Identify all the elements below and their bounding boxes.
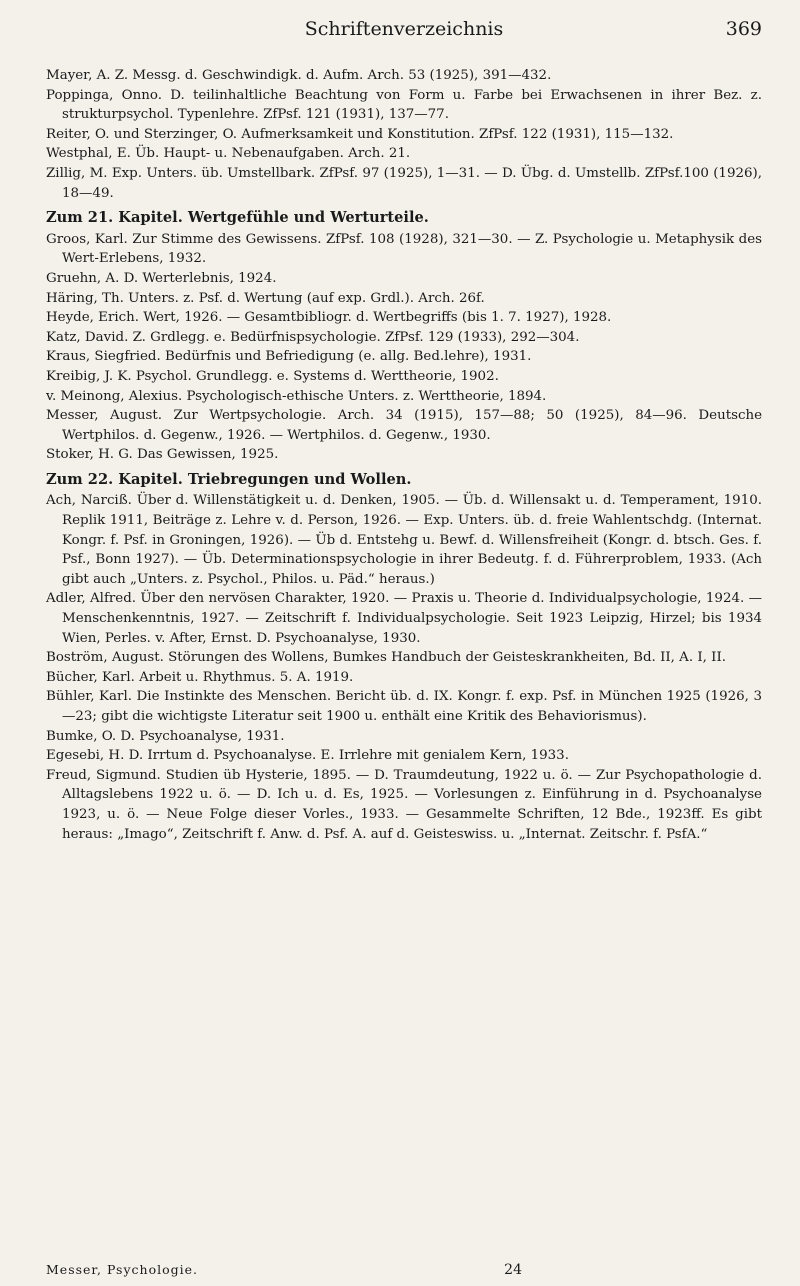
- bibliography-entry: Bühler, Karl. Die Instinkte des Menschen. Bericht üb. d. IX. Kongr. f. exp. Psf. in München 1925 (1926, 3—23; gibt die wichtigste Literatur seit 1900 u. enthält eine Kritik des Behaviorismus).: [46, 689, 762, 724]
- bibliography-entry: Häring, Th. Unters. z. Psf. d. Wertung (auf exp. Grdl.). Arch. 26f.: [46, 290, 485, 306]
- bibliography-entry: Adler, Alfred. Über den nervösen Charakter, 1920. — Praxis u. Theorie d. Individualpsychologie, 1924. — Menschenkenntnis, 1927. — Zeitschrift f. Individualpsychologie. Seit 1923 Leipzig, Hirzel; bis 1934 Wien, Perles. v. After, Ernst. D. Psychoanalyse, 1930.: [46, 591, 762, 646]
- bibliography-entry: Messer, August. Zur Wertpsychologie. Arch. 34 (1915), 157—88; 50 (1925), 84—96. Deutsche Wertphilos. d. Gegenw., 1926. — Wertphilos. d. Gegenw., 1930.: [46, 408, 762, 443]
- bibliography-entry: Freud, Sigmund. Studien üb Hysterie, 1895. — D. Traumdeutung, 1922 u. ö. — Zur Psychopathologie d. Alltagslebens 1922 u. ö. — D. Ich u. d. Es, 1925. — Vorlesungen z. Einführung in d. Psychoanalyse 1923, u. ö. — Neue Folge dieser Vorles., 1933. — Gesammelte Schriften, 12 Bde., 1923ff. Es gibt heraus: „Imago“, Zeitschrift f. Anw. d. Psf. A. auf d. Geisteswiss. u. „Internat. Zeitschr. f. PsfA.“: [46, 767, 762, 842]
- bibliography-entry: Kraus, Siegfried. Bedürfnis und Befriedigung (e. allg. Bed.lehre), 1931.: [46, 349, 532, 365]
- bibliography-entry: Gruehn, A. D. Werterlebnis, 1924.: [46, 270, 277, 286]
- chapter-heading-22: Zum 22. Kapitel. Triebregungen und Wollen.: [46, 470, 412, 488]
- bibliography-entry: Westphal, E. Üb. Haupt- u. Nebenaufgaben. Arch. 21.: [46, 146, 411, 162]
- bibliography-entry: Zillig, M. Exp. Unters. üb. Umstellbark. ZfPsf. 97 (1925), 1—31. — D. Übg. d. Umstellb. ZfPsf.100 (1926), 18—49.: [46, 165, 762, 201]
- page-title: Schriftenverzeichnis: [304, 18, 504, 40]
- bibliography-entry: Mayer, A. Z. Messg. d. Geschwindigk. d. Aufm. Arch. 53 (1925), 391—432.: [46, 68, 552, 83]
- bibliography-entry: Ach, Narciß. Über d. Willenstätigkeit u. d. Denken, 1905. — Üb. d. Willensakt u. d. Temperament, 1910. Replik 1911, Beiträge z. Lehre v. d. Person, 1926. — Exp. Unters. üb. d. freie Wahlentschdg. (Internat. Kongr. f. Psf. in Groningen, 1926). — Üb d. Entstehg u. Bewf. d. Willensfreiheit (Kongr. d. btsch. Ges. f. Psf., Bonn 1927). — Üb. Determinationspsychologie in ihrer Bedeutg. f. d. Führerproblem, 1933. (Ach gibt auch „Unters. z. Psychol., Philos. u. Päd.“ heraus.): [46, 493, 762, 587]
- running-head: [46, 18, 762, 66]
- sheet-number: 24: [504, 1262, 522, 1278]
- bibliography-entry: Kreibig, J. K. Psychol. Grundlegg. e. Systems d. Werttheorie, 1902.: [46, 368, 499, 384]
- entries-block-b: [46, 230, 762, 465]
- bibliography-entry: Boström, August. Störungen des Wollens, Bumkes Handbuch der Geisteskrankheiten, Bd. II, A. I, II.: [46, 650, 726, 666]
- entries-block-a: [46, 66, 762, 203]
- page-footer: [46, 1262, 762, 1278]
- bibliography-entry: Egesebi, H. D. Irrtum d. Psychoanalyse. E. Irrlehre mit genialem Kern, 1933.: [46, 748, 569, 764]
- bibliography-entry: Groos, Karl. Zur Stimme des Gewissens. ZfPsf. 108 (1928), 321—30. — Z. Psychologie u. Metaphysik des Wert-Erlebens, 1932.: [46, 231, 762, 267]
- bibliography-entry: Bumke, O. D. Psychoanalyse, 1931.: [46, 728, 285, 744]
- bibliography-entry: Heyde, Erich. Wert, 1926. — Gesamtbibliogr. d. Wertbegriffs (bis 1. 7. 1927), 1928.: [46, 310, 612, 326]
- page-number: 369: [725, 18, 762, 40]
- bibliography-entry: Bücher, Karl. Arbeit u. Rhythmus. 5. A. 1919.: [46, 669, 354, 685]
- bibliography-entry: Stoker, H. G. Das Gewissen, 1925.: [46, 447, 279, 463]
- bibliography-entry: v. Meinong, Alexius. Psychologisch-ethische Unters. z. Werttheorie, 1894.: [46, 388, 547, 404]
- bibliography-entry: Reiter, O. und Sterzinger, O. Aufmerksamkeit und Konstitution. ZfPsf. 122 (1931), 115—132.: [46, 126, 674, 142]
- bibliography-entry: Poppinga, Onno. D. teilinhaltliche Beachtung von Form u. Farbe bei Erwachsenen in ihrer Bez. z. strukturpsychol. Typenlehre. ZfPsf. 121 (1931), 137—77.: [46, 87, 762, 123]
- bibliography-content: [46, 66, 762, 844]
- footer-signature: Messer, Psychologie.: [46, 1262, 198, 1277]
- entries-block-c: [46, 491, 762, 844]
- bibliography-entry: Katz, David. Z. Grdlegg. e. Bedürfnispsychologie. ZfPsf. 129 (1933), 292—304.: [46, 329, 580, 345]
- chapter-heading-21: Zum 21. Kapitel. Wertgefühle und Werturteile.: [46, 209, 429, 227]
